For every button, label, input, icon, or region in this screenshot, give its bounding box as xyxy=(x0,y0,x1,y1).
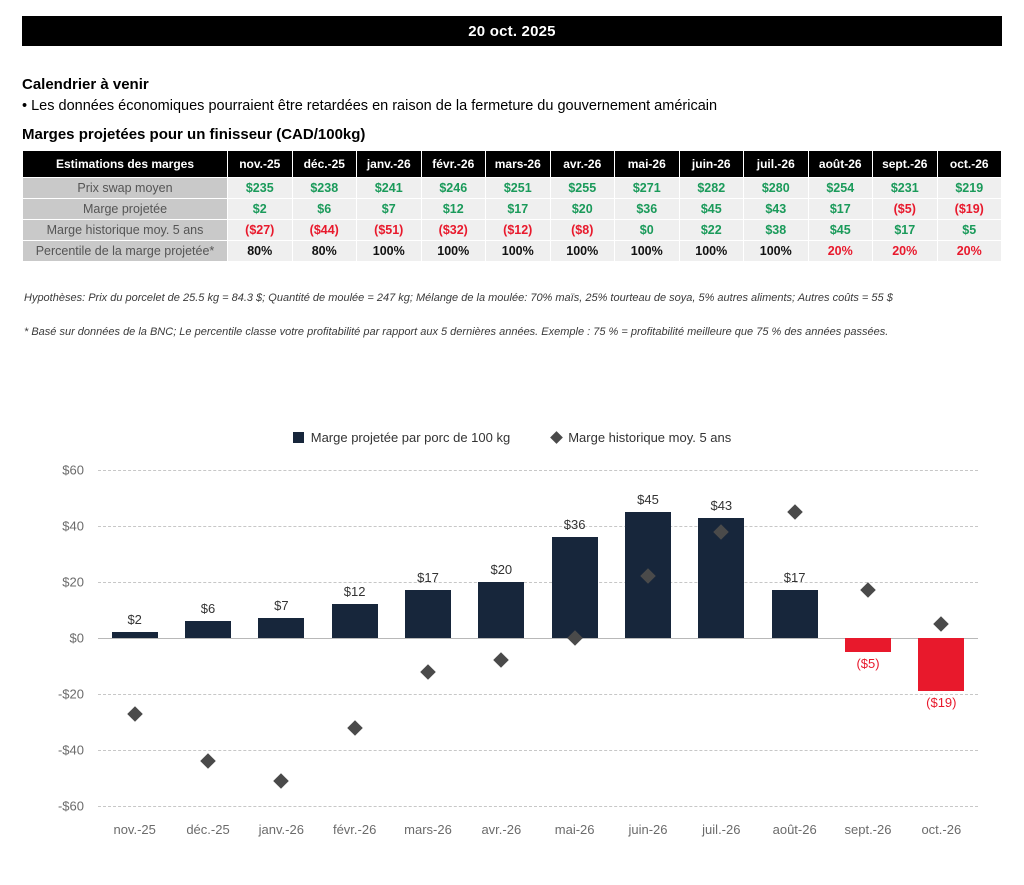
chart-bar xyxy=(772,590,818,638)
chart-x-tick-label: juil.-26 xyxy=(702,822,741,837)
table-cell: $0 xyxy=(615,220,680,241)
table-col-header: nov.-25 xyxy=(228,151,293,178)
chart-legend xyxy=(0,430,1024,445)
chart-bar-value-label: $43 xyxy=(710,497,733,513)
chart-bar-value-label: $6 xyxy=(200,601,216,617)
table-cell: $6 xyxy=(292,199,357,220)
table-row xyxy=(23,199,1002,220)
table-row-label: Prix swap moyen xyxy=(23,178,228,199)
table-cell: $22 xyxy=(679,220,744,241)
table-cell: $241 xyxy=(357,178,422,199)
legend-item-bar xyxy=(293,430,510,445)
table-col-header: avr.-26 xyxy=(550,151,615,178)
table-col-header: juil.-26 xyxy=(744,151,809,178)
chart-bar-value-label: $20 xyxy=(490,562,513,577)
table-row-label: Percentile de la marge projetée* xyxy=(23,241,228,262)
chart-bar-value-label: ($5) xyxy=(856,656,880,671)
chart-x-tick-label: oct.-26 xyxy=(921,822,962,837)
chart-gridline xyxy=(98,750,978,751)
table-corner-header: Estimations des marges xyxy=(23,151,228,178)
chart-y-tick-label: $20 xyxy=(62,574,84,590)
table-cell: $45 xyxy=(679,199,744,220)
table-row xyxy=(23,220,1002,241)
table-cell: $271 xyxy=(615,178,680,199)
table-cell: ($27) xyxy=(228,220,293,241)
legend-bar-label: Marge projetée par porc de 100 kg xyxy=(310,430,511,445)
bar-swatch-icon xyxy=(293,432,304,443)
calendar-section-title: Calendrier à venir xyxy=(22,76,149,93)
table-col-header: mai-26 xyxy=(615,151,680,178)
table-col-header: déc.-25 xyxy=(292,151,357,178)
table-cell: $255 xyxy=(550,178,615,199)
chart-gridline xyxy=(98,470,978,471)
chart-x-tick-label: avr.-26 xyxy=(481,822,522,837)
chart-bar-value-label: $7 xyxy=(274,598,289,614)
chart-bar-value-label: $17 xyxy=(783,570,806,586)
chart-diamond-marker xyxy=(934,616,950,632)
table-col-header: févr.-26 xyxy=(421,151,486,178)
table-cell: 20% xyxy=(937,241,1002,262)
chart-diamond-marker xyxy=(274,773,290,789)
chart-plot-area xyxy=(57,462,978,837)
table-col-header: oct.-26 xyxy=(937,151,1002,178)
table-cell: $282 xyxy=(679,178,744,199)
table-body xyxy=(23,178,1002,262)
date-header-bar xyxy=(22,16,1002,46)
chart-y-tick-label: -$60 xyxy=(57,798,84,814)
table-cell: ($32) xyxy=(421,220,486,241)
chart-bar-value-label: $36 xyxy=(563,517,586,533)
chart-x-tick-label: sept.-26 xyxy=(844,822,892,837)
table-col-header: juin-26 xyxy=(679,151,744,178)
chart-diamond-marker xyxy=(127,706,143,722)
legend-dot-label: Marge historique moy. 5 ans xyxy=(568,430,732,445)
table-cell: $5 xyxy=(937,220,1002,241)
chart-bar-value-label: $2 xyxy=(127,612,142,628)
table-cell: 80% xyxy=(228,241,293,262)
chart-y-tick-label: $60 xyxy=(62,462,84,478)
table-cell: $17 xyxy=(808,199,873,220)
table-cell: $7 xyxy=(357,199,422,220)
table-col-header: mars-26 xyxy=(486,151,551,178)
table-row xyxy=(23,241,1002,262)
margins-section-title: Marges projetées pour un finisseur (CAD/100kg) xyxy=(22,126,366,143)
chart-y-tick-label: -$40 xyxy=(57,742,84,758)
chart-y-tick-label: $0 xyxy=(69,630,84,646)
table-cell: 20% xyxy=(808,241,873,262)
table-cell: $17 xyxy=(873,220,938,241)
table-cell: $251 xyxy=(486,178,551,199)
calendar-bullet-item: • Les données économiques pourraient être retardées en raison de la fermeture du gouvernement américain xyxy=(22,98,718,114)
chart-bar xyxy=(332,604,378,638)
chart-bar xyxy=(845,638,891,652)
table-cell: $235 xyxy=(228,178,293,199)
chart-bar xyxy=(478,582,524,638)
chart-x-tick-label: déc.-25 xyxy=(186,822,230,837)
table-cell: $36 xyxy=(615,199,680,220)
chart-diamond-marker xyxy=(200,753,216,769)
chart-x-tick-label: mai-26 xyxy=(554,822,595,837)
chart-bar-value-label: $17 xyxy=(417,570,439,586)
chart-x-tick-label: nov.-25 xyxy=(113,822,156,837)
chart-x-tick-label: janv.-26 xyxy=(258,822,304,837)
table-cell: $246 xyxy=(421,178,486,199)
percentile-note: * Basé sur données de la BNC; Le percentile classe votre profitabilité par rapport aux 5 dernières années. Exemple : 75 % = profitabilité meilleure que 75 % des années passées. xyxy=(24,326,889,338)
table-cell: $280 xyxy=(744,178,809,199)
table-head xyxy=(23,151,1002,178)
table-cell: $231 xyxy=(873,178,938,199)
table-cell: $43 xyxy=(744,199,809,220)
chart-gridline xyxy=(98,694,978,695)
table-cell: ($8) xyxy=(550,220,615,241)
chart-bar-value-label: $12 xyxy=(343,584,366,600)
chart-diamond-marker xyxy=(860,583,876,599)
table-cell: 100% xyxy=(744,241,809,262)
chart-bar-value-label: ($19) xyxy=(926,695,957,711)
margins-table xyxy=(22,150,1002,262)
chart-diamond-marker xyxy=(420,664,436,680)
legend-item-dot xyxy=(552,430,731,445)
table-header-row xyxy=(23,151,1002,178)
chart-diamond-marker xyxy=(494,653,510,669)
table-cell: 100% xyxy=(615,241,680,262)
table-row-label: Marge projetée xyxy=(23,199,228,220)
chart-bar-value-label: $45 xyxy=(637,492,659,507)
table-cell: $238 xyxy=(292,178,357,199)
margins-chart xyxy=(22,460,1002,860)
table-row xyxy=(23,178,1002,199)
chart-y-tick-label: -$20 xyxy=(57,686,84,702)
chart-diamond-marker xyxy=(347,720,363,736)
table-cell: $38 xyxy=(744,220,809,241)
table-col-header: sept.-26 xyxy=(873,151,938,178)
table-cell: 100% xyxy=(679,241,744,262)
chart-y-tick-label: $40 xyxy=(62,518,84,534)
chart-gridline xyxy=(98,582,978,583)
table-cell: ($19) xyxy=(937,199,1002,220)
table-cell: 100% xyxy=(421,241,486,262)
table-cell: ($44) xyxy=(292,220,357,241)
chart-x-tick-label: juin-26 xyxy=(628,822,668,837)
table-cell: ($51) xyxy=(357,220,422,241)
table-col-header: août-26 xyxy=(808,151,873,178)
chart-bar xyxy=(918,638,964,691)
table-cell: $20 xyxy=(550,199,615,220)
table-cell: 20% xyxy=(873,241,938,262)
chart-bar xyxy=(405,590,451,638)
diamond-swatch-icon xyxy=(550,431,563,444)
table-cell: $219 xyxy=(937,178,1002,199)
table-cell: 100% xyxy=(357,241,422,262)
chart-bar xyxy=(552,537,598,638)
assumptions-note: Hypothèses: Prix du porcelet de 25.5 kg = 84.3 $; Quantité de moulée = 247 kg; Mélange de la moulée: 70% maïs, 25% tourteau de soya, 5% autres aliments; Autres coûts = 55 $ xyxy=(24,292,893,304)
table-cell: ($5) xyxy=(873,199,938,220)
chart-bar xyxy=(185,621,231,638)
table-cell: 100% xyxy=(486,241,551,262)
table-cell: $17 xyxy=(486,199,551,220)
chart-gridline xyxy=(98,806,978,807)
table-cell: $12 xyxy=(421,199,486,220)
margins-table-wrapper xyxy=(22,150,1002,262)
table-col-header: janv.-26 xyxy=(357,151,422,178)
table-row-label: Marge historique moy. 5 ans xyxy=(23,220,228,241)
date-label: 20 oct. 2025 xyxy=(468,22,556,40)
table-cell: 100% xyxy=(550,241,615,262)
table-cell: ($12) xyxy=(486,220,551,241)
chart-bar xyxy=(112,632,158,638)
chart-x-tick-label: août-26 xyxy=(772,822,817,837)
table-cell: $254 xyxy=(808,178,873,199)
table-cell: $2 xyxy=(228,199,293,220)
chart-x-tick-label: févr.-26 xyxy=(332,822,377,837)
table-cell: $45 xyxy=(808,220,873,241)
table-cell: 80% xyxy=(292,241,357,262)
chart-diamond-marker xyxy=(787,504,803,520)
chart-bar xyxy=(258,618,304,638)
chart-x-tick-label: mars-26 xyxy=(404,822,452,837)
